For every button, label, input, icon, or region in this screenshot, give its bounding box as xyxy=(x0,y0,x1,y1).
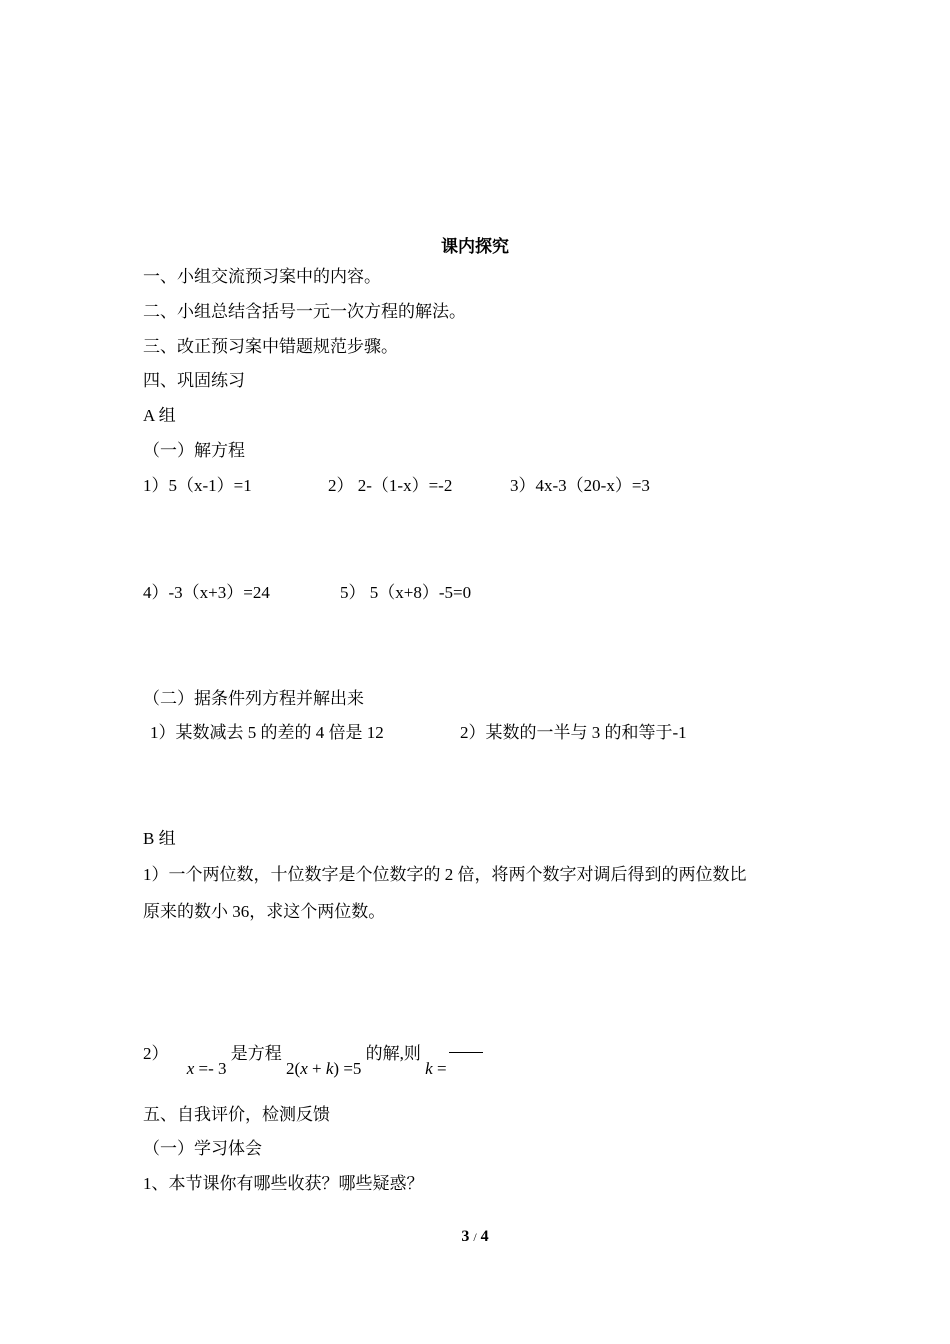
section-4: 四、巩固练习 xyxy=(143,371,245,390)
section-2: 二、小组总结含括号一元一次方程的解法。 xyxy=(143,302,466,321)
equation-2: 2） 2-（1-x）=-2 xyxy=(328,476,453,495)
b-problem-2-suffix: 的解,则 xyxy=(365,1044,421,1063)
b-problem-2-mid: 是方程 xyxy=(230,1044,282,1063)
b-problem-2-condition: x =- 3 xyxy=(186,1059,227,1078)
word-problem-1: 1）某数减去 5 的差的 4 倍是 12 xyxy=(150,723,384,742)
section-3: 三、改正预习案中错题规范步骤。 xyxy=(143,337,398,356)
b-problem-2-answer: k = xyxy=(425,1059,447,1078)
question-1: 1、本节课你有哪些收获？哪些疑惑？ xyxy=(143,1174,424,1193)
part-a1-heading: （一）解方程 xyxy=(143,441,245,460)
b-problem-2-equation: 2(x + k) =5 xyxy=(286,1059,362,1078)
equation-5: 5） 5（x+8）-5=0 xyxy=(340,583,472,602)
group-b-heading: B 组 xyxy=(143,829,176,848)
equation-1: 1）5（x-1）=1 xyxy=(143,476,252,495)
page-number: 3 / 4 xyxy=(461,1228,489,1245)
word-problem-2: 2）某数的一半与 3 的和等于-1 xyxy=(460,723,687,742)
b-problem-2 xyxy=(143,1043,483,1078)
part-a2-heading: （二）据条件列方程并解出来 xyxy=(143,689,364,708)
part-5-1-heading: （一）学习体会 xyxy=(143,1139,262,1158)
equation-4: 4）-3（x+3）=24 xyxy=(143,583,270,602)
equation-3: 3）4x-3（20-x）=3 xyxy=(510,476,650,495)
answer-blank xyxy=(449,1052,483,1053)
b-problem-2-prefix: 2） xyxy=(143,1044,169,1063)
group-a-heading: A 组 xyxy=(143,406,176,425)
section-5: 五、自我评价，检测反馈 xyxy=(143,1105,330,1124)
b-problem-1-line-1: 1）一个两位数，十位数字是个位数字的 2 倍，将两个数字对调后得到的两位数比 xyxy=(143,865,747,884)
b-problem-1-line-2: 原来的数小 36，求这个两位数。 xyxy=(143,902,386,921)
page-title: 课内探究 xyxy=(441,237,509,256)
section-1: 一、小组交流预习案中的内容。 xyxy=(143,267,381,286)
